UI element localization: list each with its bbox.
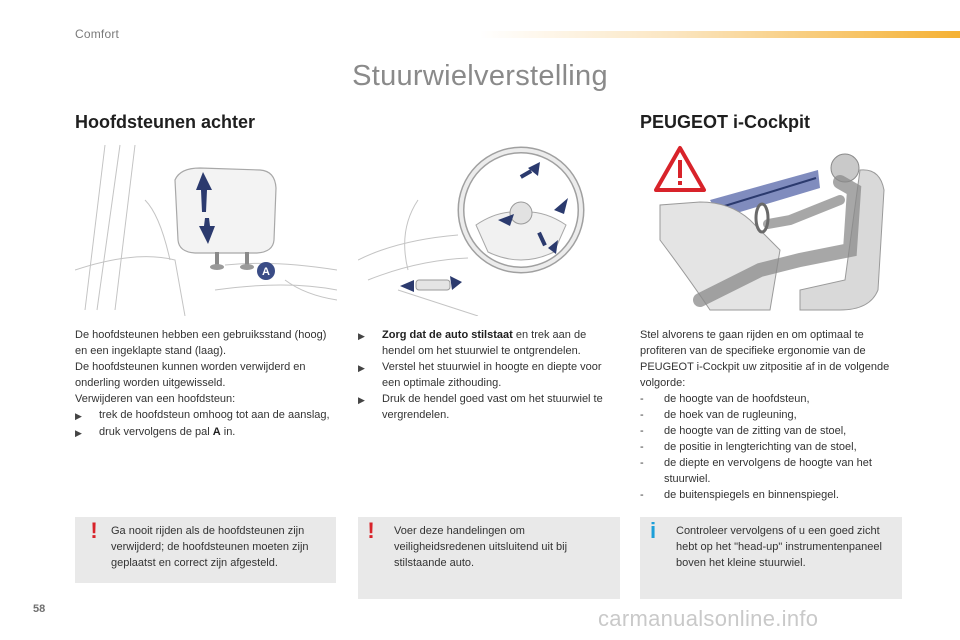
warning-icon: !	[367, 518, 375, 543]
marker-a-label: A	[262, 266, 270, 278]
headrest-illustration	[75, 140, 337, 316]
icockpit-intro: Stel alvorens te gaan rijden en om optimaal te profiteren van de specifieke ergonomie van de PEUGEOT i-Cockpit uw zitpositie af in de volgende volgorde:	[640, 329, 890, 389]
dash-marker: -	[640, 425, 644, 437]
list-item-text: de buitenspiegels en binnenspiegel.	[664, 489, 839, 501]
list-item	[640, 487, 905, 503]
list-item	[75, 407, 340, 424]
list-item	[75, 424, 340, 441]
note-text: Voer deze handelingen om veiligheidsredenen uitsluitend uit bij stilstaande auto.	[394, 525, 568, 569]
list-item-text: druk vervolgens de pal	[99, 426, 213, 438]
list-item	[640, 439, 905, 455]
steering-warning-note	[358, 517, 620, 599]
dash-marker: -	[640, 409, 644, 421]
headrest-section-title: Hoofdsteunen achter	[75, 112, 256, 132]
headrest-warning-note	[75, 517, 336, 583]
header-accent-bar	[480, 31, 960, 38]
list-item-text: de diepte en vervolgens de hoogte van het stuurwiel.	[664, 457, 872, 485]
watermark: carmanualsonline.info	[598, 606, 819, 631]
warning-triangle-icon	[656, 148, 704, 190]
list-item-emphasis: A	[212, 426, 221, 438]
wheel-arrow-up-icon	[520, 162, 540, 179]
headrest-paragraph: Verwijderen van een hoofdsteun:	[75, 393, 236, 405]
note-text: Controleer vervolgens of u een goed zicht hebt op het "head-up" instrumentenpaneel boven het kleine stuurwiel.	[676, 525, 882, 569]
page-title: Stuurwielverstelling	[352, 60, 608, 92]
bullet-icon: ▶	[75, 411, 82, 421]
dash-marker: -	[640, 457, 644, 469]
list-item	[358, 391, 620, 423]
wheel-arrow-right-icon	[554, 198, 568, 214]
icockpit-illustration	[640, 140, 902, 316]
list-item-text: Verstel het stuurwiel in hoogte en diepte voor een optimale zithouding.	[382, 361, 602, 389]
dash-marker: -	[640, 441, 644, 453]
info-icon: i	[649, 518, 657, 543]
steering-instructions	[358, 327, 620, 423]
warning-icon: !	[90, 518, 98, 543]
list-item	[640, 455, 905, 487]
list-item	[640, 407, 905, 423]
steering-wheel-illustration	[358, 140, 620, 316]
dash-marker: -	[640, 393, 644, 405]
list-item-text: de hoogte van de hoofdsteun,	[664, 393, 810, 405]
headrest-instructions	[75, 327, 340, 441]
list-item	[358, 327, 620, 359]
note-text: Ga nooit rijden als de hoofdsteunen zijn verwijderd; de hoofdsteunen moeten zijn geplaatst en correct zijn afgesteld.	[111, 525, 309, 569]
dash-marker: -	[640, 489, 644, 501]
lever-illustration	[416, 280, 450, 290]
page-number: 58	[33, 603, 46, 615]
list-item	[640, 391, 905, 407]
list-item-emphasis: Zorg dat de auto stilstaat	[382, 329, 513, 341]
bullet-icon: ▶	[75, 428, 82, 438]
list-item	[358, 359, 620, 391]
list-item-text: de hoek van de rugleuning,	[664, 409, 797, 421]
list-item-text: de hoogte van de zitting van de stoel,	[664, 425, 847, 437]
icockpit-instructions	[640, 327, 905, 503]
bullet-icon: ▶	[358, 395, 365, 405]
list-item-text: trek de hoofdsteun omhoog tot aan de aanslag,	[99, 409, 330, 421]
list-item-text: de positie in lengterichting van de stoel,	[664, 441, 857, 453]
headrest-paragraph: De hoofdsteunen kunnen worden verwijderd en onderling worden uitgewisseld.	[75, 361, 306, 389]
section-label: Comfort	[75, 27, 120, 41]
list-item-text: in.	[220, 426, 236, 438]
bullet-icon: ▶	[358, 363, 365, 373]
icockpit-info-note	[640, 517, 902, 599]
list-item-text: Druk de hendel goed vast om het stuurwiel te vergrendelen.	[382, 393, 603, 421]
headrest-paragraph: De hoofdsteunen hebben een gebruiksstand (hoog) en een ingeklapte stand (laag).	[75, 329, 327, 357]
list-item	[640, 423, 905, 439]
bullet-icon: ▶	[358, 331, 365, 341]
list-item-text: en trek aan de hendel om het stuurwiel te ontgrendelen.	[382, 329, 587, 357]
icockpit-section-title: PEUGEOT i-Cockpit	[640, 112, 811, 132]
